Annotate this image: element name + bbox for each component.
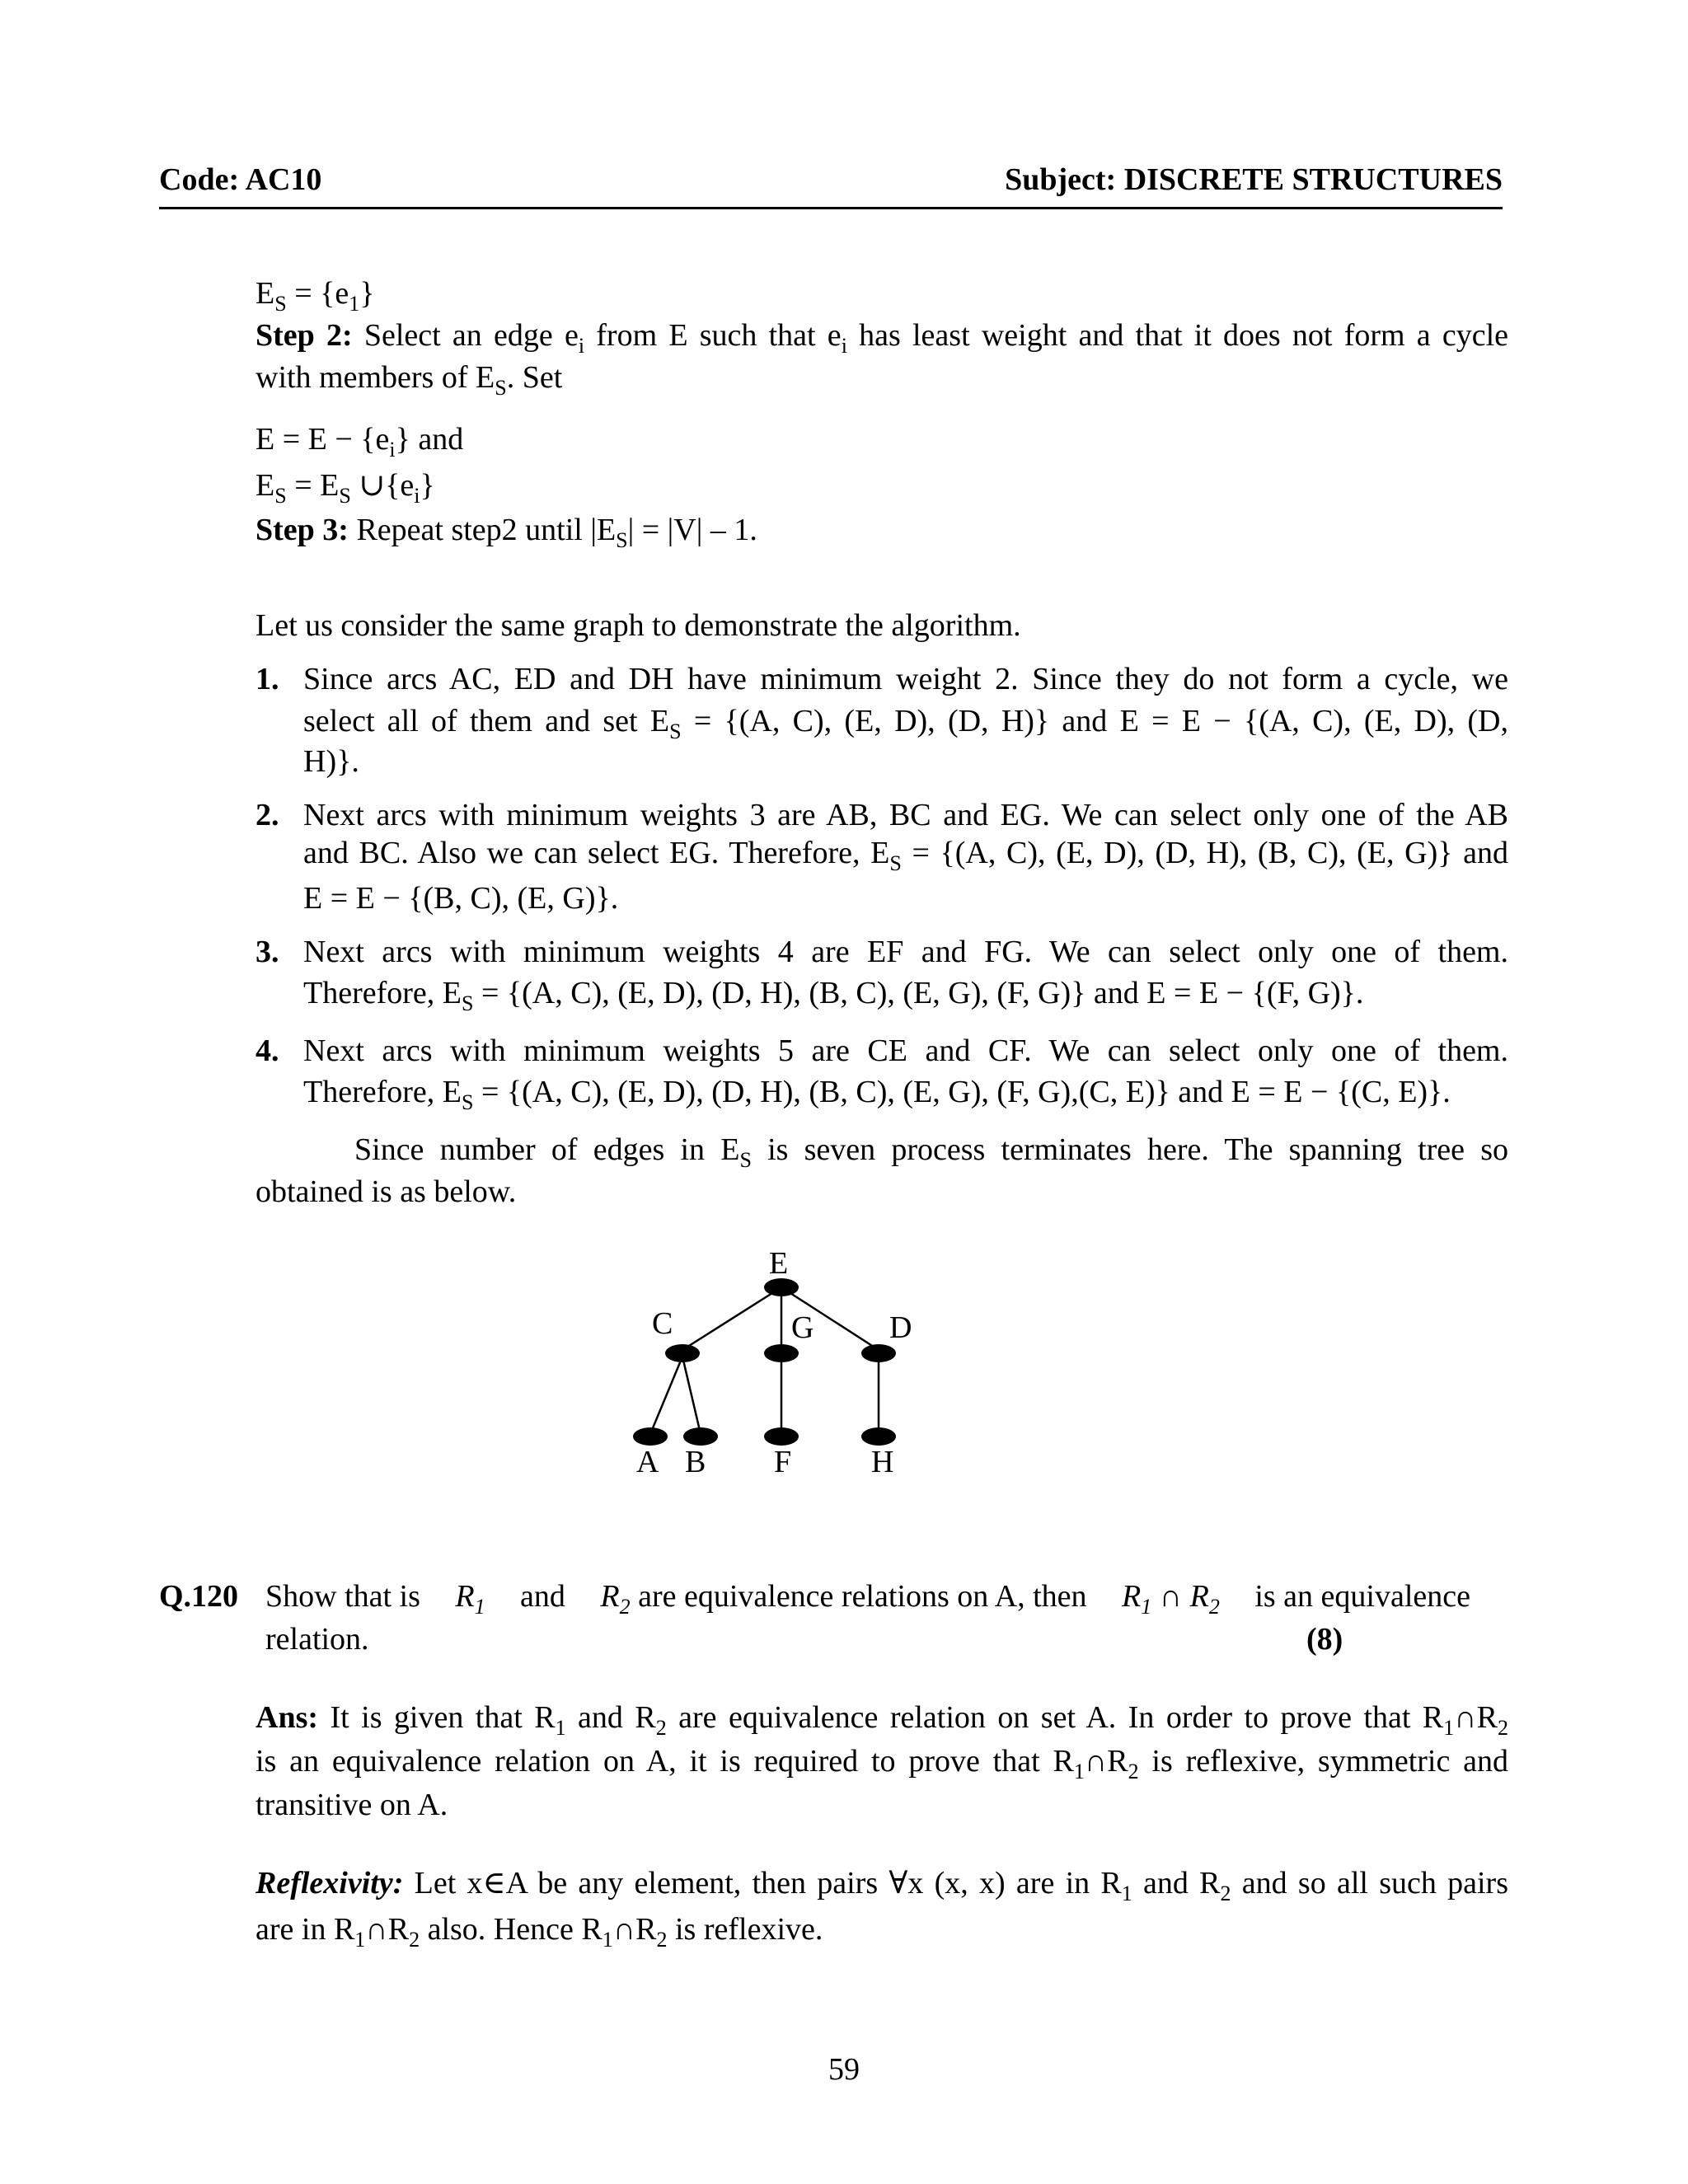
label-d: D xyxy=(889,1310,912,1345)
conclusion-line1: Since number of edges in $E_S$ is seven process terminates here. The spanning tree so xyxy=(354,1132,1508,1172)
item-3-line1: Next arcs with minimum weights 4 are EF and FG. We can select only one of them. xyxy=(303,935,1508,969)
header-subject: Subject: DISCRETE STRUCTURES xyxy=(1005,162,1503,197)
question-marks: (8) xyxy=(1306,1622,1343,1657)
item-2-line2: and BC. Also we can select EG. Therefore, $E_S = \{(A$, C), (E, D), (D, H), (B, C), (E, G)} and xyxy=(303,836,1508,875)
reflexivity-line1: Reflexivity: Let x∈A be any element, then pairs ∀x (x, x) are in $R_1$ and $R_2$ and so all such pairs xyxy=(256,1866,1509,1905)
edge-e-c xyxy=(682,1287,781,1350)
label-a: A xyxy=(636,1445,659,1479)
node-b xyxy=(683,1427,718,1446)
conclusion-line2: obtained is as below. xyxy=(256,1174,517,1209)
item-1-line1: Since arcs AC, ED and DH have minimum weight 2. Since they do not form a cycle, we xyxy=(303,662,1508,696)
node-a xyxy=(633,1427,668,1446)
question-number: Q.120 xyxy=(159,1579,239,1614)
page-number: 59 xyxy=(828,2052,860,2087)
node-d xyxy=(861,1344,896,1362)
question-line2: relation. xyxy=(265,1622,369,1657)
node-e xyxy=(764,1278,799,1296)
node-h xyxy=(861,1427,896,1446)
set-es: $E_S = E_S$ $\cup\{e_i\}$ xyxy=(256,468,435,508)
label-g: G xyxy=(791,1310,814,1345)
es-init: $E_S = \{e_1\}$ xyxy=(256,276,375,316)
item-4-line1: Next arcs with minimum weights 5 are CE and CF. We can select only one of them. xyxy=(303,1033,1508,1068)
label-b: B xyxy=(685,1445,706,1479)
item-1-line3: H)}. xyxy=(303,744,359,779)
set-e: $E = E - \{e_i\}$ and xyxy=(256,422,464,462)
node-c xyxy=(665,1344,700,1362)
item-1-number: 1. xyxy=(256,662,279,696)
label-c: C xyxy=(652,1306,673,1341)
question-line1: Show that is $R_1$ and $R_2$ are equivalence relations on A, then $R_1$ ∩ $R_2$ is an equivalence xyxy=(265,1579,1470,1619)
step3: Step 3: Repeat step2 until $|E_S| = |V| - 1$. xyxy=(256,513,757,552)
item-2-number: 2. xyxy=(256,798,279,832)
item-4-number: 4. xyxy=(256,1033,279,1068)
item-3-number: 3. xyxy=(256,935,279,969)
node-f xyxy=(764,1427,799,1446)
label-h: H xyxy=(871,1445,894,1479)
header-code: Code: AC10 xyxy=(159,162,322,197)
label-f: F xyxy=(774,1445,792,1479)
answer-line3: transitive on A. xyxy=(256,1788,448,1822)
answer-line1: Ans: It is given that $R_1$ and $R_2$ are equivalence relation on set A. In order to prove that $R_1\cap R_2$ xyxy=(256,1700,1509,1740)
item-2-line3: E = E − {(B, C), (E, G)}. xyxy=(303,881,619,916)
item-2-line1: Next arcs with minimum weights 3 are AB, BC and EG. We can select only one of the AB xyxy=(303,798,1508,832)
step2-line1: Step 2: Select an edge $e_i$ from E such that $e_i$ has least weight and that it does not form a cycle xyxy=(256,318,1508,358)
node-g xyxy=(764,1344,799,1362)
intro-text: Let us consider the same graph to demonstrate the algorithm. xyxy=(256,608,1021,643)
edge-c-a xyxy=(650,1357,682,1434)
item-1-line2: select all of them and set $E_S = \{(A$, C), (E, D), (D, H)} and E = E − {(A, C), (E, D), (D, xyxy=(303,704,1508,743)
answer-line2: is an equivalence relation on A, it is required to prove that $R_1\cap R_2$ is reflexive, symmetric and xyxy=(256,1744,1509,1783)
step2-line2: with members of $E_S$. Set xyxy=(256,360,563,400)
reflexivity-line2: are in $R_1\cap R_2$ also. Hence $R_1\cap R_2$ is reflexive. xyxy=(256,1912,823,1952)
edge-c-b xyxy=(682,1357,701,1434)
label-e: E xyxy=(769,1246,789,1281)
item-4-line2: Therefore, $E_S = \{(A$, C), (E, D), (D, H), (B, C), (E, G), (F, G),(C, E)} and E = E − {(C, E)}. xyxy=(303,1075,1451,1114)
item-3-line2: Therefore, $E_S = \{(A$, C), (E, D), (D, H), (B, C), (E, G), (F, G)} and E = E − {(F, G)}. xyxy=(303,976,1364,1015)
